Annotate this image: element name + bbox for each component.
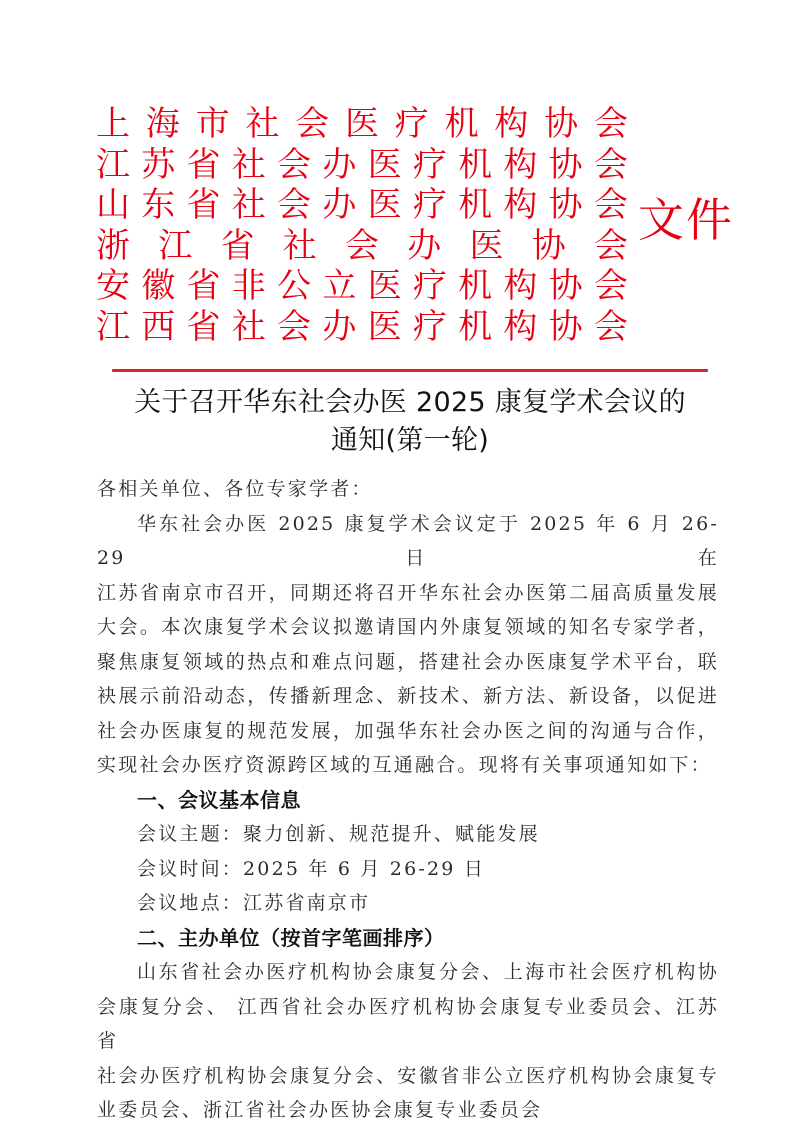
letterhead-char: 疗 bbox=[412, 306, 447, 347]
section-heading-basic-info: 一、会议基本信息 bbox=[137, 787, 301, 812]
letterhead-char: 省 bbox=[186, 266, 221, 306]
letterhead-char: 社 bbox=[282, 225, 317, 266]
letterhead-char: 协 bbox=[548, 306, 583, 347]
letterhead-char: 省 bbox=[186, 185, 221, 225]
letterhead-char: 构 bbox=[503, 266, 538, 306]
salutation: 各相关单位、各位专家学者： bbox=[97, 478, 373, 500]
letterhead-char: 社 bbox=[231, 144, 266, 185]
letterhead-char: 市 bbox=[195, 104, 230, 144]
letterhead-char: 社 bbox=[231, 185, 266, 225]
letterhead-char: 公 bbox=[277, 266, 312, 306]
letterhead-char: 省 bbox=[186, 144, 221, 185]
letterhead-char: 会 bbox=[277, 306, 312, 347]
letterhead-char: 医 bbox=[367, 185, 402, 225]
letterhead-char: 会 bbox=[277, 185, 312, 225]
letterhead-char: 机 bbox=[458, 185, 493, 225]
letterhead-char: 机 bbox=[458, 266, 493, 306]
letterhead-char: 东 bbox=[141, 185, 176, 225]
letterhead-char: 疗 bbox=[412, 144, 447, 185]
organization-list bbox=[96, 104, 628, 347]
organizers-line-2: 会康复分会、 江西省社会办医疗机构协会康复专业委员会、江苏省 bbox=[97, 995, 719, 1052]
letterhead-char: 非 bbox=[231, 266, 266, 306]
letterhead-char: 医 bbox=[344, 104, 379, 144]
letterhead-char: 疗 bbox=[394, 104, 429, 144]
letterhead-char: 协 bbox=[548, 144, 583, 185]
letterhead-char: 疗 bbox=[412, 185, 447, 225]
letterhead-char: 省 bbox=[186, 306, 221, 347]
document-body bbox=[97, 472, 719, 1128]
org-row-jiangsu bbox=[96, 145, 628, 186]
letterhead-char: 疗 bbox=[412, 266, 447, 306]
org-row-jiangxi bbox=[96, 307, 628, 348]
letterhead-char: 会 bbox=[593, 266, 628, 306]
letterhead-char: 省 bbox=[220, 225, 255, 266]
letterhead-char: 协 bbox=[548, 266, 583, 306]
letterhead-char: 构 bbox=[503, 144, 538, 185]
title-line-1: 关于召开华东社会办医 2025 康复学术会议的 bbox=[134, 387, 686, 418]
organizers-line-4: 业委员会、浙江省社会办医协会康复专业委员会 bbox=[97, 1099, 543, 1121]
letterhead-char: 机 bbox=[458, 306, 493, 347]
letterhead-char: 构 bbox=[503, 185, 538, 225]
letterhead-char: 会 bbox=[593, 144, 628, 185]
letterhead-char: 协 bbox=[531, 225, 566, 266]
letterhead-char: 机 bbox=[444, 104, 479, 144]
page-title bbox=[100, 384, 720, 460]
letterhead-char: 会 bbox=[295, 104, 330, 144]
meeting-theme: 会议主题：聚力创新、规范提升、赋能发展 bbox=[137, 823, 540, 845]
letterhead-char: 江 bbox=[96, 306, 130, 347]
letterhead-char: 浙 bbox=[96, 225, 130, 266]
letterhead-char: 社 bbox=[245, 104, 280, 144]
letterhead-char: 会 bbox=[277, 144, 312, 185]
meeting-location: 会议地点：江苏省南京市 bbox=[137, 892, 371, 914]
intro-line-3: 大会。本次康复学术会议拟邀请国内外康复领域的知名专家学者， bbox=[97, 616, 719, 638]
letterhead-char: 徽 bbox=[141, 266, 176, 306]
document-suffix: 文件 bbox=[638, 193, 734, 247]
letterhead-char: 办 bbox=[322, 144, 357, 185]
org-row-zhejiang bbox=[96, 226, 628, 267]
letterhead-char: 医 bbox=[367, 306, 402, 347]
org-row-shandong bbox=[96, 185, 628, 226]
letterhead-char: 会 bbox=[593, 185, 628, 225]
title-line-2: 通知(第一轮) bbox=[330, 425, 490, 456]
letterhead-char: 协 bbox=[548, 185, 583, 225]
letterhead-char: 社 bbox=[231, 306, 266, 347]
intro-line-2: 江苏省南京市召开，同期还将召开华东社会办医第二届高质量发展 bbox=[97, 581, 719, 604]
letterhead-char: 江 bbox=[96, 144, 130, 185]
letterhead-char: 办 bbox=[322, 185, 357, 225]
letterhead-char: 江 bbox=[158, 225, 193, 266]
intro-line-5: 袂展示前沿动态，传播新理念、新技术、新方法、新设备，以促进 bbox=[97, 685, 719, 707]
letterhead-char: 医 bbox=[469, 225, 504, 266]
letterhead-char: 海 bbox=[145, 104, 180, 144]
letterhead-char: 办 bbox=[407, 225, 442, 266]
letterhead-char: 协 bbox=[544, 104, 579, 144]
letterhead-char: 立 bbox=[322, 266, 357, 306]
letterhead-char: 医 bbox=[367, 266, 402, 306]
letterhead-char: 会 bbox=[345, 225, 379, 266]
letterhead-char: 会 bbox=[593, 104, 628, 144]
letterhead-char: 构 bbox=[494, 104, 529, 144]
letterhead-char: 机 bbox=[458, 144, 493, 185]
intro-line-7: 实现社会办医疗资源跨区域的互通融合。现将有关事项通知如下： bbox=[97, 754, 712, 776]
org-row-shanghai bbox=[96, 104, 628, 145]
letterhead-char: 上 bbox=[96, 104, 130, 144]
red-divider-line bbox=[112, 369, 708, 372]
intro-line-1: 华东社会办医 2025 康复学术会议定于 2025 年 6 月 26-29 日在 bbox=[97, 512, 719, 569]
letterhead-char: 会 bbox=[594, 225, 628, 266]
letterhead-char: 山 bbox=[96, 185, 130, 225]
meeting-time: 会议时间：2025 年 6 月 26-29 日 bbox=[137, 857, 486, 880]
letterhead-char: 医 bbox=[367, 144, 402, 185]
red-letterhead bbox=[96, 104, 756, 350]
letterhead-char: 苏 bbox=[141, 144, 176, 185]
letterhead-char: 会 bbox=[593, 306, 628, 347]
letterhead-char: 办 bbox=[322, 306, 357, 347]
letterhead-char: 构 bbox=[503, 306, 538, 347]
letterhead-char: 西 bbox=[141, 306, 176, 347]
section-heading-organizers: 二、主办单位（按首字笔画排序） bbox=[137, 925, 445, 950]
intro-line-4: 聚焦康复领域的热点和难点问题，搭建社会办医康复学术平台，联 bbox=[97, 650, 719, 673]
intro-line-6: 社会办医康复的规范发展，加强华东社会办医之间的沟通与合作， bbox=[97, 719, 719, 742]
letterhead-char: 安 bbox=[96, 266, 130, 306]
org-row-anhui bbox=[96, 266, 628, 307]
organizers-line-1: 山东省社会办医疗机构协会康复分会、上海市社会医疗机构协 bbox=[137, 961, 719, 983]
organizers-line-3: 社会办医疗机构协会康复分会、安徽省非公立医疗机构协会康复专 bbox=[97, 1064, 719, 1087]
